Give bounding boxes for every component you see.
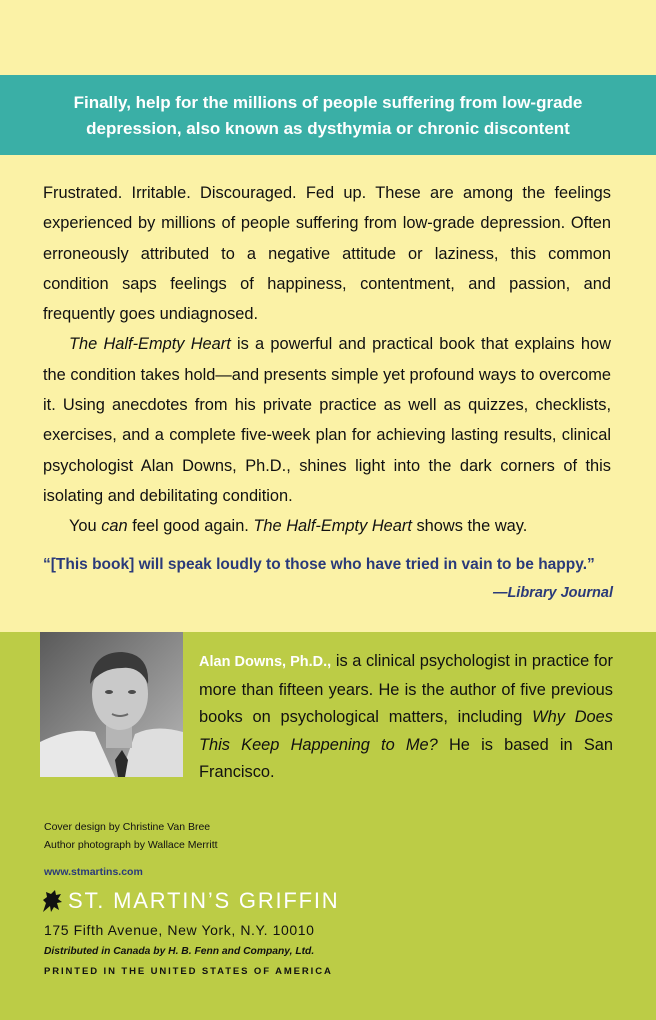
review-quote: “[This book] will speak loudly to those who have tried in vain to be happy.” [43, 556, 595, 573]
paragraph-2-text: is a powerful and practical book that explains how the condition takes hold—and presents simple yet profound ways to overcome it. Using anecdotes from his private practice as well as quizzes, checklists, exercises, and a complete five-week plan for achieving lasting results, clinical psychologist Alan Downs, Ph.D., shines light into the dark corners of this isolating and debilitating condition. [43, 335, 611, 505]
author-bio [199, 648, 613, 787]
p3-text-b: feel good again. [127, 517, 254, 536]
description-paragraph-2 [43, 329, 611, 511]
description-paragraph-3 [43, 511, 611, 541]
printed-in-note: PRINTED IN THE UNITED STATES OF AMERICA [44, 966, 333, 977]
book-title: The Half-Empty Heart [69, 335, 231, 354]
bio-text-a: is a clinical psychologist in practice for more than fifteen years. He is the author of five previous books on psychological matters, including [199, 652, 614, 726]
bio-text-b: He is based in San Francisco. [199, 735, 614, 781]
p3-text-a: You [69, 517, 102, 536]
p3-text-c: shows the way. [411, 517, 528, 536]
distribution-note: Distributed in Canada by H. B. Fenn and Company, Ltd. [44, 946, 315, 957]
publisher-address: 175 Fifth Avenue, New York, N.Y. 10010 [44, 922, 315, 938]
author-photo [40, 632, 183, 777]
publisher-logo [40, 888, 340, 914]
cover-credit: Cover design by Christine Van Bree [44, 821, 211, 833]
credits [44, 818, 218, 854]
griffin-icon [40, 888, 64, 914]
book-title-repeat: The Half-Empty Heart [253, 517, 412, 536]
publisher-website: www.stmartins.com [44, 866, 143, 878]
photo-credit: Author photograph by Wallace Merritt [44, 839, 218, 851]
publisher-name: ST. MARTIN’S GRIFFIN [68, 888, 340, 913]
banner-line-2: depression, also known as dysthymia or chronic discontent [86, 119, 570, 138]
description-paragraph-1: Frustrated. Irritable. Discouraged. Fed up. These are among the feelings experienced by millions of people suffering from low-grade depression. Often erroneously attributed to a negative attitude or laziness, this common condition saps feelings of happiness, contentment, and passion, and frequently goes undiagnosed. [43, 184, 611, 324]
headline-banner [0, 75, 656, 155]
author-portrait-image [40, 632, 183, 777]
previous-book-title: Why Does This Keep Happening to Me? [199, 708, 613, 754]
book-description [43, 178, 611, 542]
emphasis-can: can [101, 517, 128, 536]
author-name: Alan Downs, Ph.D., [199, 654, 332, 670]
banner-line-1: Finally, help for the millions of people suffering from low-grade [73, 93, 583, 112]
review-attribution: —Library Journal [492, 585, 613, 601]
